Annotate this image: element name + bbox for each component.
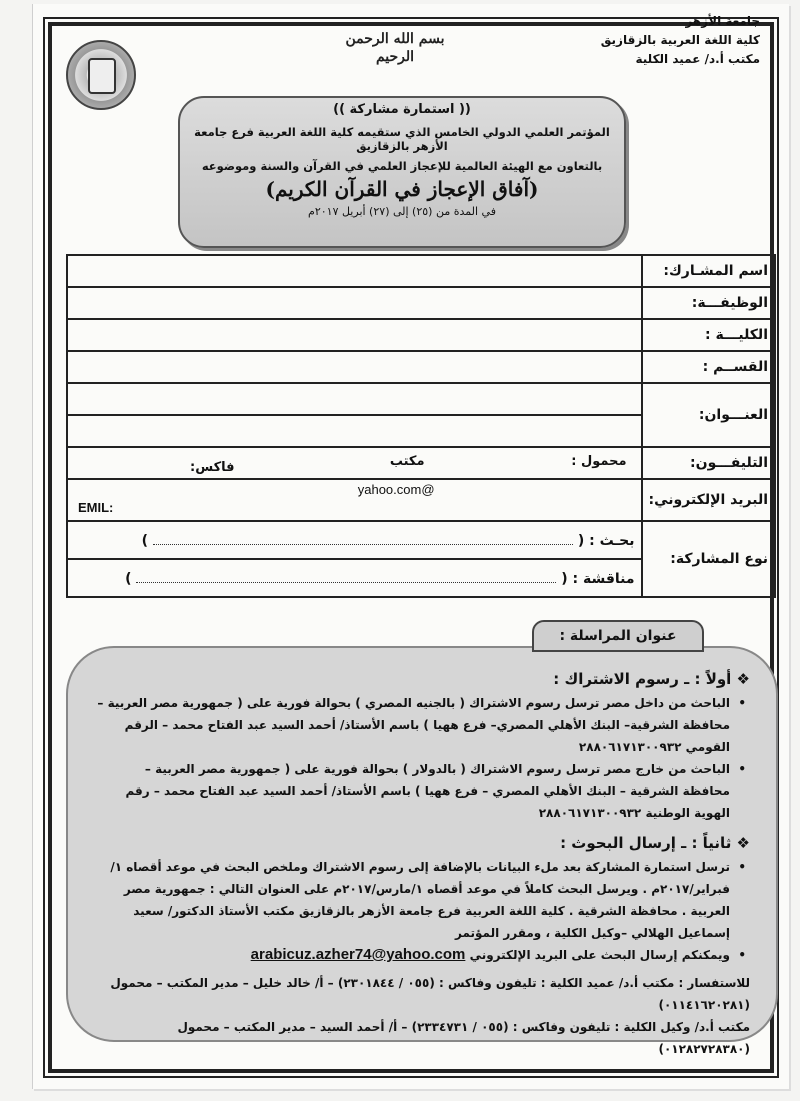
phone-mobile: محمول : (571, 454, 627, 469)
contact-email-link[interactable]: arabicuz.azher74@yahoo.com (250, 946, 466, 963)
type-discussion: مناقشة : ( (561, 570, 635, 587)
type-research-row[interactable] (67, 521, 642, 559)
contact-dean: للاستفسار : مكتب أ.د/ عميد الكلية : تليفون وفاكس : (٠٥٥ / ٢٣٠١٨٤٤) – أ/ خالد خليل – مدير المكتب – محمول (٠١١٤١٦٢٠٢٨١) (110, 976, 750, 1012)
department-field[interactable] (67, 351, 642, 383)
email-label: البريد الإلكتروني: (642, 479, 775, 521)
header-institution (601, 12, 760, 69)
fee-outside-egypt: • الباحث من خارج مصر ترسل رسوم الاشتراك ( بالدولار ) بحوالة فورية على ( جمهورية مصر العربية – محافظة الشرقية – البنك الأهلي المصري – فرع ههيا ) باسم الأستاذ/ أحمد السيد عبد الفتاح محمد – رقم الهوية الوطنية ٢٨٨٠٦١٧١٣٠٠٩٣٢ (94, 758, 750, 824)
email-field[interactable] (67, 479, 642, 500)
name-field[interactable] (67, 255, 642, 287)
address-tab: عنوان المراسلة : (532, 620, 704, 652)
submission-email-line: • ويمكنكم إرسال البحث على البريد الإلكتروني arabicuz.azher74@yahoo.com (94, 944, 750, 966)
contact-vice-dean: مكتب أ.د/ وكيل الكلية : تليفون وفاكس : (٠٥٥ / ٢٣٣٤٧٣١) – أ/ أحمد السيد – مدير المكتب – محمول (٠١٢٨٢٧٢٨٣٨٠) (177, 1020, 750, 1056)
university-seal-icon (66, 40, 136, 110)
job-field[interactable] (67, 287, 642, 319)
college-label: الكليـــة : (642, 319, 775, 351)
college-field[interactable] (67, 319, 642, 351)
type-research: بحـث : ( (577, 532, 635, 549)
type-discussion-row[interactable] (67, 559, 642, 597)
fee-inside-egypt: • الباحث من داخل مصر ترسل رسوم الاشتراك ( بالجنيه المصري ) بحوالة فورية على ( جمهورية مصر العربية – محافظة الشرقية– البنك الأهلي المصري– فرع ههيا ) باسم الأستاذ/ أحمد السيد عبد الفتاح محمد – الرقم القومي ٢٨٨٠٦١٧١٣٠٠٩٣٢ (94, 692, 750, 758)
title-box (178, 96, 626, 248)
phone-office: مكتب (389, 454, 425, 469)
form-title: (( استمارة مشاركة )) (333, 102, 471, 117)
address-label: العنـــوان: (642, 383, 775, 447)
email-en-label: EMIL: (78, 500, 114, 515)
conference-theme: (آفاق الإعجاز في القرآن الكريم) (265, 177, 539, 201)
info-panel (66, 646, 778, 1056)
conference-dates: في المدة من (٢٥) إلى (٢٧) أبريل ٢٠١٧م (308, 205, 496, 218)
research-close: ) (141, 532, 149, 549)
conference-line1: المؤتمر العلمي الدولي الخامس الذي ستقيمه كلية اللغة العربية فرع جامعة الأزهر بالزقازيق (194, 125, 610, 153)
university-name: جامعة الأزهر (685, 14, 760, 28)
dean-office: مكتب أ.د/ عميد الكلية (635, 52, 760, 66)
college-name: كلية اللغة العربية بالزقازيق (600, 33, 760, 47)
phone-fax: فاكس: (190, 460, 235, 475)
email-hint: @yahoo.com (357, 482, 435, 497)
phone-field[interactable] (67, 447, 642, 479)
department-label: القســم : (642, 351, 775, 383)
submission-instructions: • ترسل استمارة المشاركة بعد ملء البيانات بالإضافة إلى رسوم الاشتراك وملخص البحث في موعد أقصاه ١/فبراير/٢٠١٧م . ويرسل البحث كاملاً في موعد أقصاه ١/مارس/٢٠١٧م على العنوان التالي : جمهورية مصر العربية . محافظة الشرقية . كلية اللغة العربية فرع جامعة الأزهر بالزقازيق مكتب الأستاذ الدكتور/ سعيد إسماعيل الهلالي –وكيل الكلية ، ومقرر المؤتمر (94, 856, 750, 944)
phone-label: التليفـــون: (642, 447, 775, 479)
type-label: نوع المشاركة: (642, 521, 775, 597)
discussion-close: ) (125, 570, 132, 587)
address-field-1[interactable] (67, 383, 642, 415)
registration-form (66, 254, 776, 598)
basmala-calligraphy: بسم الله الرحمن الرحيم (345, 31, 445, 65)
submission-heading: ❖ ثانياً : ـ إرسال البحوث : (560, 834, 750, 852)
fees-heading: ❖ أولاً : ـ رسوم الاشتراك : (553, 670, 750, 688)
conference-line2: بالتعاون مع الهيئة العالمية للإعجاز العلمي في القرآن والسنة وموضوعه (201, 159, 603, 173)
job-label: الوظيفـــة: (642, 287, 775, 319)
name-label: اسم المشـارك: (642, 255, 775, 287)
address-field-2[interactable] (67, 415, 642, 447)
